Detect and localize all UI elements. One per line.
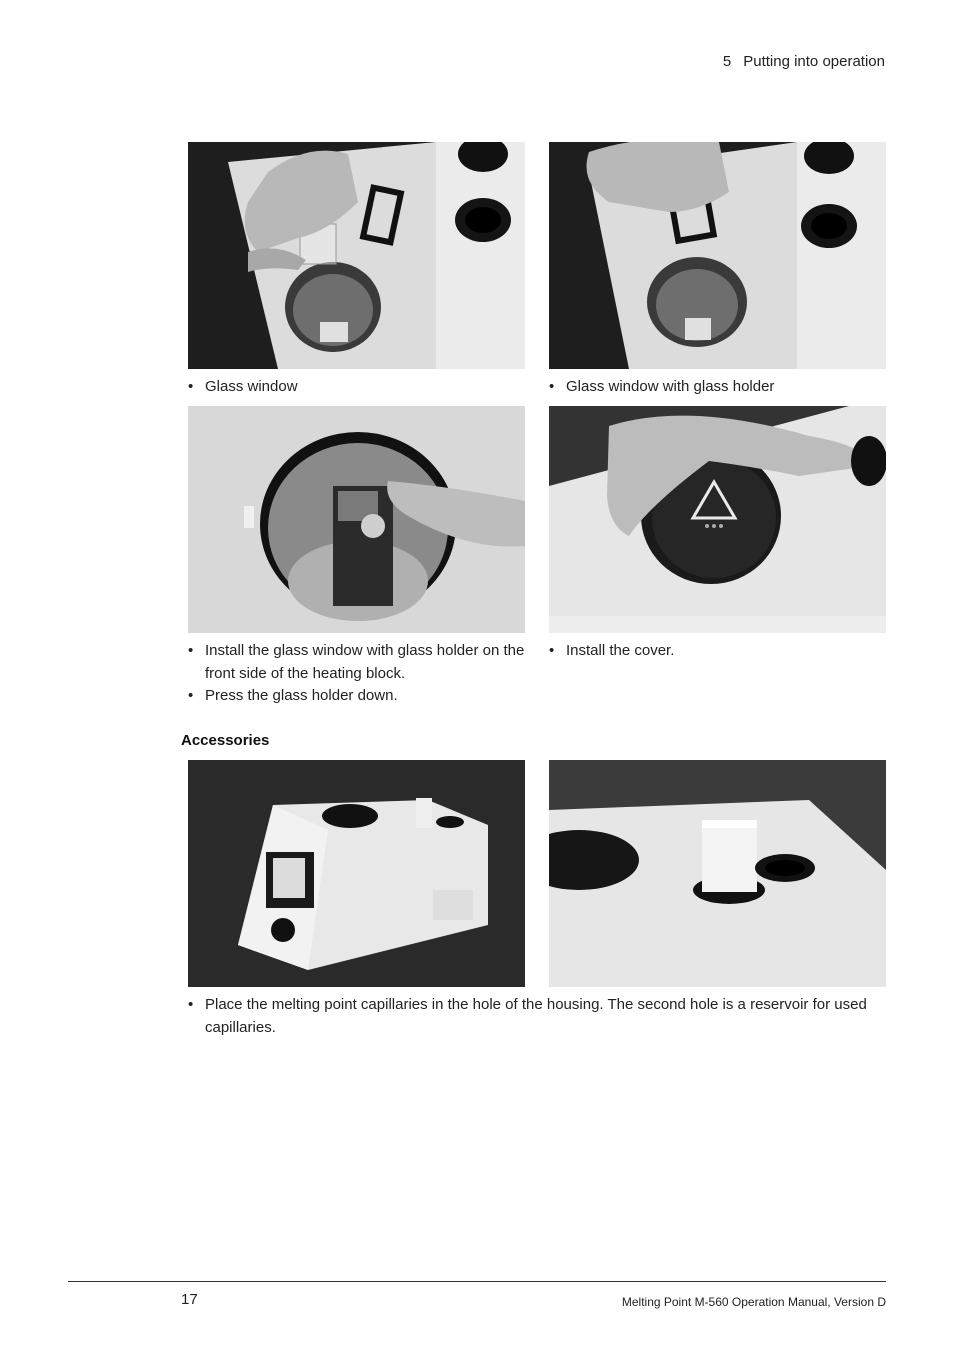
caption-photo1: [188, 376, 528, 399]
photo-glass-window-with-holder: [549, 142, 886, 369]
caption-item: • Install the cover.: [549, 640, 889, 663]
caption-photo4: [549, 640, 889, 663]
photo-glass-window: [188, 142, 525, 369]
footer-document-title: Melting Point M-560 Operation Manual, Version D: [621, 1295, 886, 1309]
chapter-number: 5: [722, 53, 732, 70]
page-number: 17: [181, 1291, 198, 1308]
photo-capillary-holes: [549, 760, 886, 987]
footer-divider: [68, 1281, 886, 1282]
caption-accessories: [188, 994, 868, 1039]
accessories-heading: Accessories: [181, 732, 270, 749]
caption-item: • Glass window with glass holder: [549, 376, 889, 399]
caption-item: • Install the glass window with glass holder on the front side of the heating block.: [188, 640, 528, 685]
photo-install-glass-window: [188, 406, 525, 633]
caption-photo3: [188, 640, 528, 708]
caption-item: • Place the melting point capillaries in the hole of the housing. The second hole is a reservoir for used capillaries.: [188, 994, 868, 1039]
caption-photo2: [549, 376, 889, 399]
running-header: [723, 53, 885, 70]
caption-item: • Press the glass holder down.: [188, 685, 528, 708]
caption-item: • Glass window: [188, 376, 528, 399]
chapter-title: Putting into operation: [743, 53, 885, 70]
photo-install-cover: [549, 406, 886, 633]
photo-device-overview: [188, 760, 525, 987]
